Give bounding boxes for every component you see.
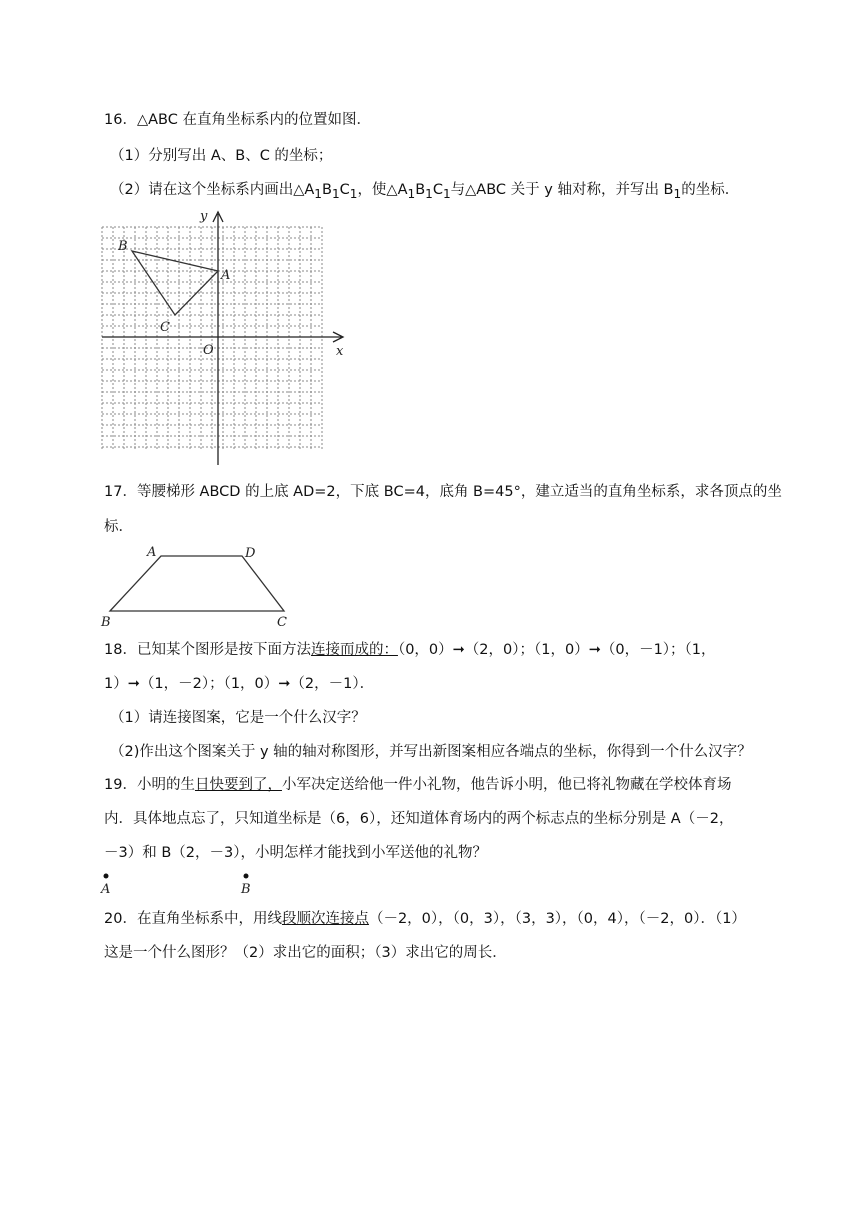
vertex-c-label: C — [277, 615, 287, 628]
vertex-b-label: B — [101, 615, 111, 628]
q19-points-figure — [100, 868, 260, 898]
q16-title: 16．△ABC 在直角坐标系内的位置如图． — [104, 112, 371, 128]
trapezoid-abcd — [110, 556, 284, 611]
q20-line2: 这是一个什么图形？（2）求出它的面积；（3）求出它的周长． — [104, 945, 507, 961]
q16-part1: （1）分别写出 A、B、C 的坐标； — [110, 148, 333, 164]
q17-trapezoid-figure — [100, 540, 300, 628]
triangle-abc — [132, 251, 218, 315]
point-a-label: A — [101, 882, 111, 897]
origin-label: O — [203, 343, 214, 358]
point-c-label: C — [160, 320, 170, 335]
grid-lines — [102, 227, 322, 449]
point-a-label: A — [221, 268, 231, 283]
point-b-label: B — [241, 882, 251, 897]
point-a-dot — [104, 874, 109, 879]
vertex-a-label: A — [147, 545, 157, 560]
q16-part2: （2）请在这个坐标系内画出$\triangle A_1B_1C_1$，使$\triangle A_1B_1C_1$与△ABC 关于 y 轴对称，并写出 $B_1$的坐标． — [110, 182, 740, 201]
point-b-dot — [244, 874, 249, 879]
q18-part2: （2)作出这个图案关于 y 轴的轴对称图形，并写出新图案相应各端点的坐标，你得到一个什么汉字？ — [110, 744, 752, 760]
q18-part1: （1）请连接图案，它是一个什么汉字？ — [110, 710, 366, 726]
q17-line1: 17．等腰梯形 ABCD 的上底 AD=2，下底 BC=4，底角 B=45°，建立适当的直角坐标系，求各顶点的坐 — [104, 484, 782, 500]
q17-line2: 标． — [104, 519, 133, 535]
point-b-label: B — [118, 239, 128, 254]
q18-line2: 1）➞（1，－2）；（1，0）➞（2，－1）． — [104, 676, 375, 692]
q19-line2: 内．具体地点忘了，只知道坐标是（6，6），还知道体育场内的两个标志点的坐标分别是 A（－2， — [104, 811, 734, 827]
q19-line3: －3）和 B（2，－3），小明怎样才能找到小军送他的礼物？ — [104, 845, 487, 861]
x-axis-label: x — [336, 344, 344, 359]
q18-line1: 18．已知某个图形是按下面方法连接而成的：（0，0）➞（2，0）；（1，0）➞（0，－1）；（1， — [104, 642, 716, 658]
vertex-d-label: D — [245, 546, 256, 561]
y-axis-label: y — [200, 209, 208, 224]
q16-coordinate-figure — [100, 208, 350, 468]
q19-line1: 19．小明的生日快要到了，小军决定送给他一件小礼物，他告诉小明，他已将礼物藏在学校体育场 — [104, 777, 732, 793]
q20-line1: 20．在直角坐标系中，用线段顺次连接点（－2，0），（0，3），（3，3），（0，4），（－2，0）．（1） — [104, 911, 746, 927]
